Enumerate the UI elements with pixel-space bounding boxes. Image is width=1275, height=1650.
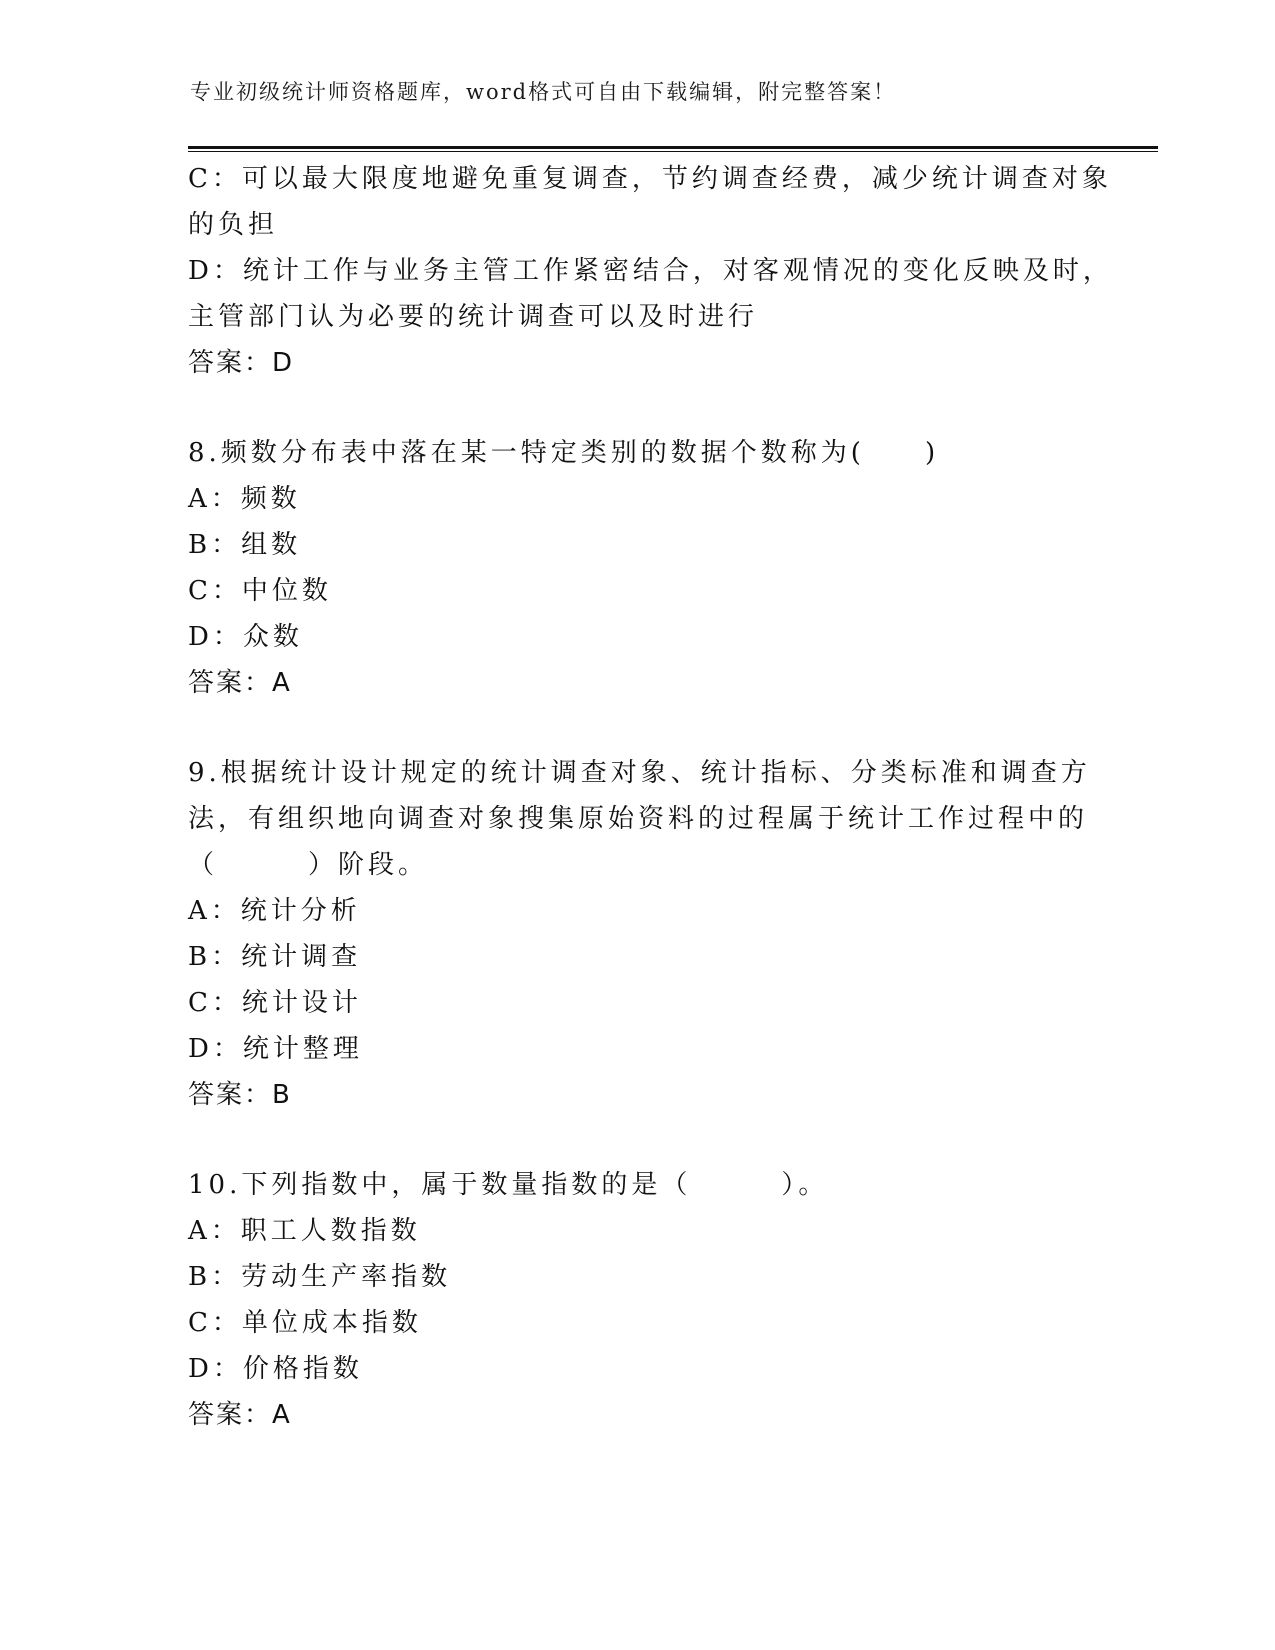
- q7-option-d-line2: 主管部门认为必要的统计调查可以及时进行: [188, 302, 759, 332]
- question-10-block: [188, 1162, 1088, 1438]
- q9-answer: 答案：B: [188, 1080, 292, 1110]
- q9-option-a: A：统计分析: [188, 896, 361, 926]
- q9-question-line2: 法，有组织地向调查对象搜集原始资料的过程属于统计工作过程中的: [188, 804, 1089, 834]
- q8-option-b: B：组数: [188, 530, 302, 560]
- q9-option-c: C：统计设计: [188, 988, 362, 1018]
- q10-question: 10.下列指数中，属于数量指数的是（ ）。: [188, 1170, 829, 1200]
- q9-option-d: D：统计整理: [188, 1034, 363, 1064]
- header-rule-thin: [188, 151, 1158, 152]
- q7-option-c-line1: C：可以最大限度地避免重复调查，节约调查经费，减少统计调查对象: [188, 164, 1112, 194]
- header-rule-thick: [188, 146, 1158, 149]
- q7-option-d-line1: D：统计工作与业务主管工作紧密结合，对客观情况的变化反映及时，: [188, 256, 1113, 286]
- question-8-block: [188, 430, 1088, 706]
- q10-option-a: A：职工人数指数: [188, 1216, 421, 1246]
- q10-option-c: C：单位成本指数: [188, 1308, 422, 1338]
- q8-option-c: C：中位数: [188, 576, 332, 606]
- q10-answer: 答案：A: [188, 1400, 292, 1430]
- q10-option-d: D：价格指数: [188, 1354, 363, 1384]
- q8-answer: 答案：A: [188, 668, 292, 698]
- spacer: [188, 706, 1088, 750]
- q9-question-line3: （ ）阶段。: [188, 850, 429, 880]
- q9-option-b: B：统计调查: [188, 942, 362, 972]
- question-7-block: [188, 156, 1113, 386]
- q8-option-d: D：众数: [188, 622, 303, 652]
- spacer: [188, 386, 1088, 430]
- spacer: [188, 1118, 1088, 1162]
- q8-question: 8.频数分布表中落在某一特定类别的数据个数称为( ): [188, 438, 940, 468]
- document-body: [188, 156, 1113, 1438]
- page-header: 专业初级统计师资格题库，word格式可自由下载编辑，附完整答案！: [190, 80, 897, 104]
- question-9-block: [188, 750, 1091, 1118]
- q10-option-b: B：劳动生产率指数: [188, 1262, 452, 1292]
- q7-answer: 答案：D: [188, 348, 295, 378]
- q8-option-a: A：频数: [188, 484, 301, 514]
- q9-question-line1: 9.根据统计设计规定的统计调查对象、统计指标、分类标准和调查方: [188, 758, 1091, 788]
- q7-option-c-line2: 的负担: [188, 210, 279, 240]
